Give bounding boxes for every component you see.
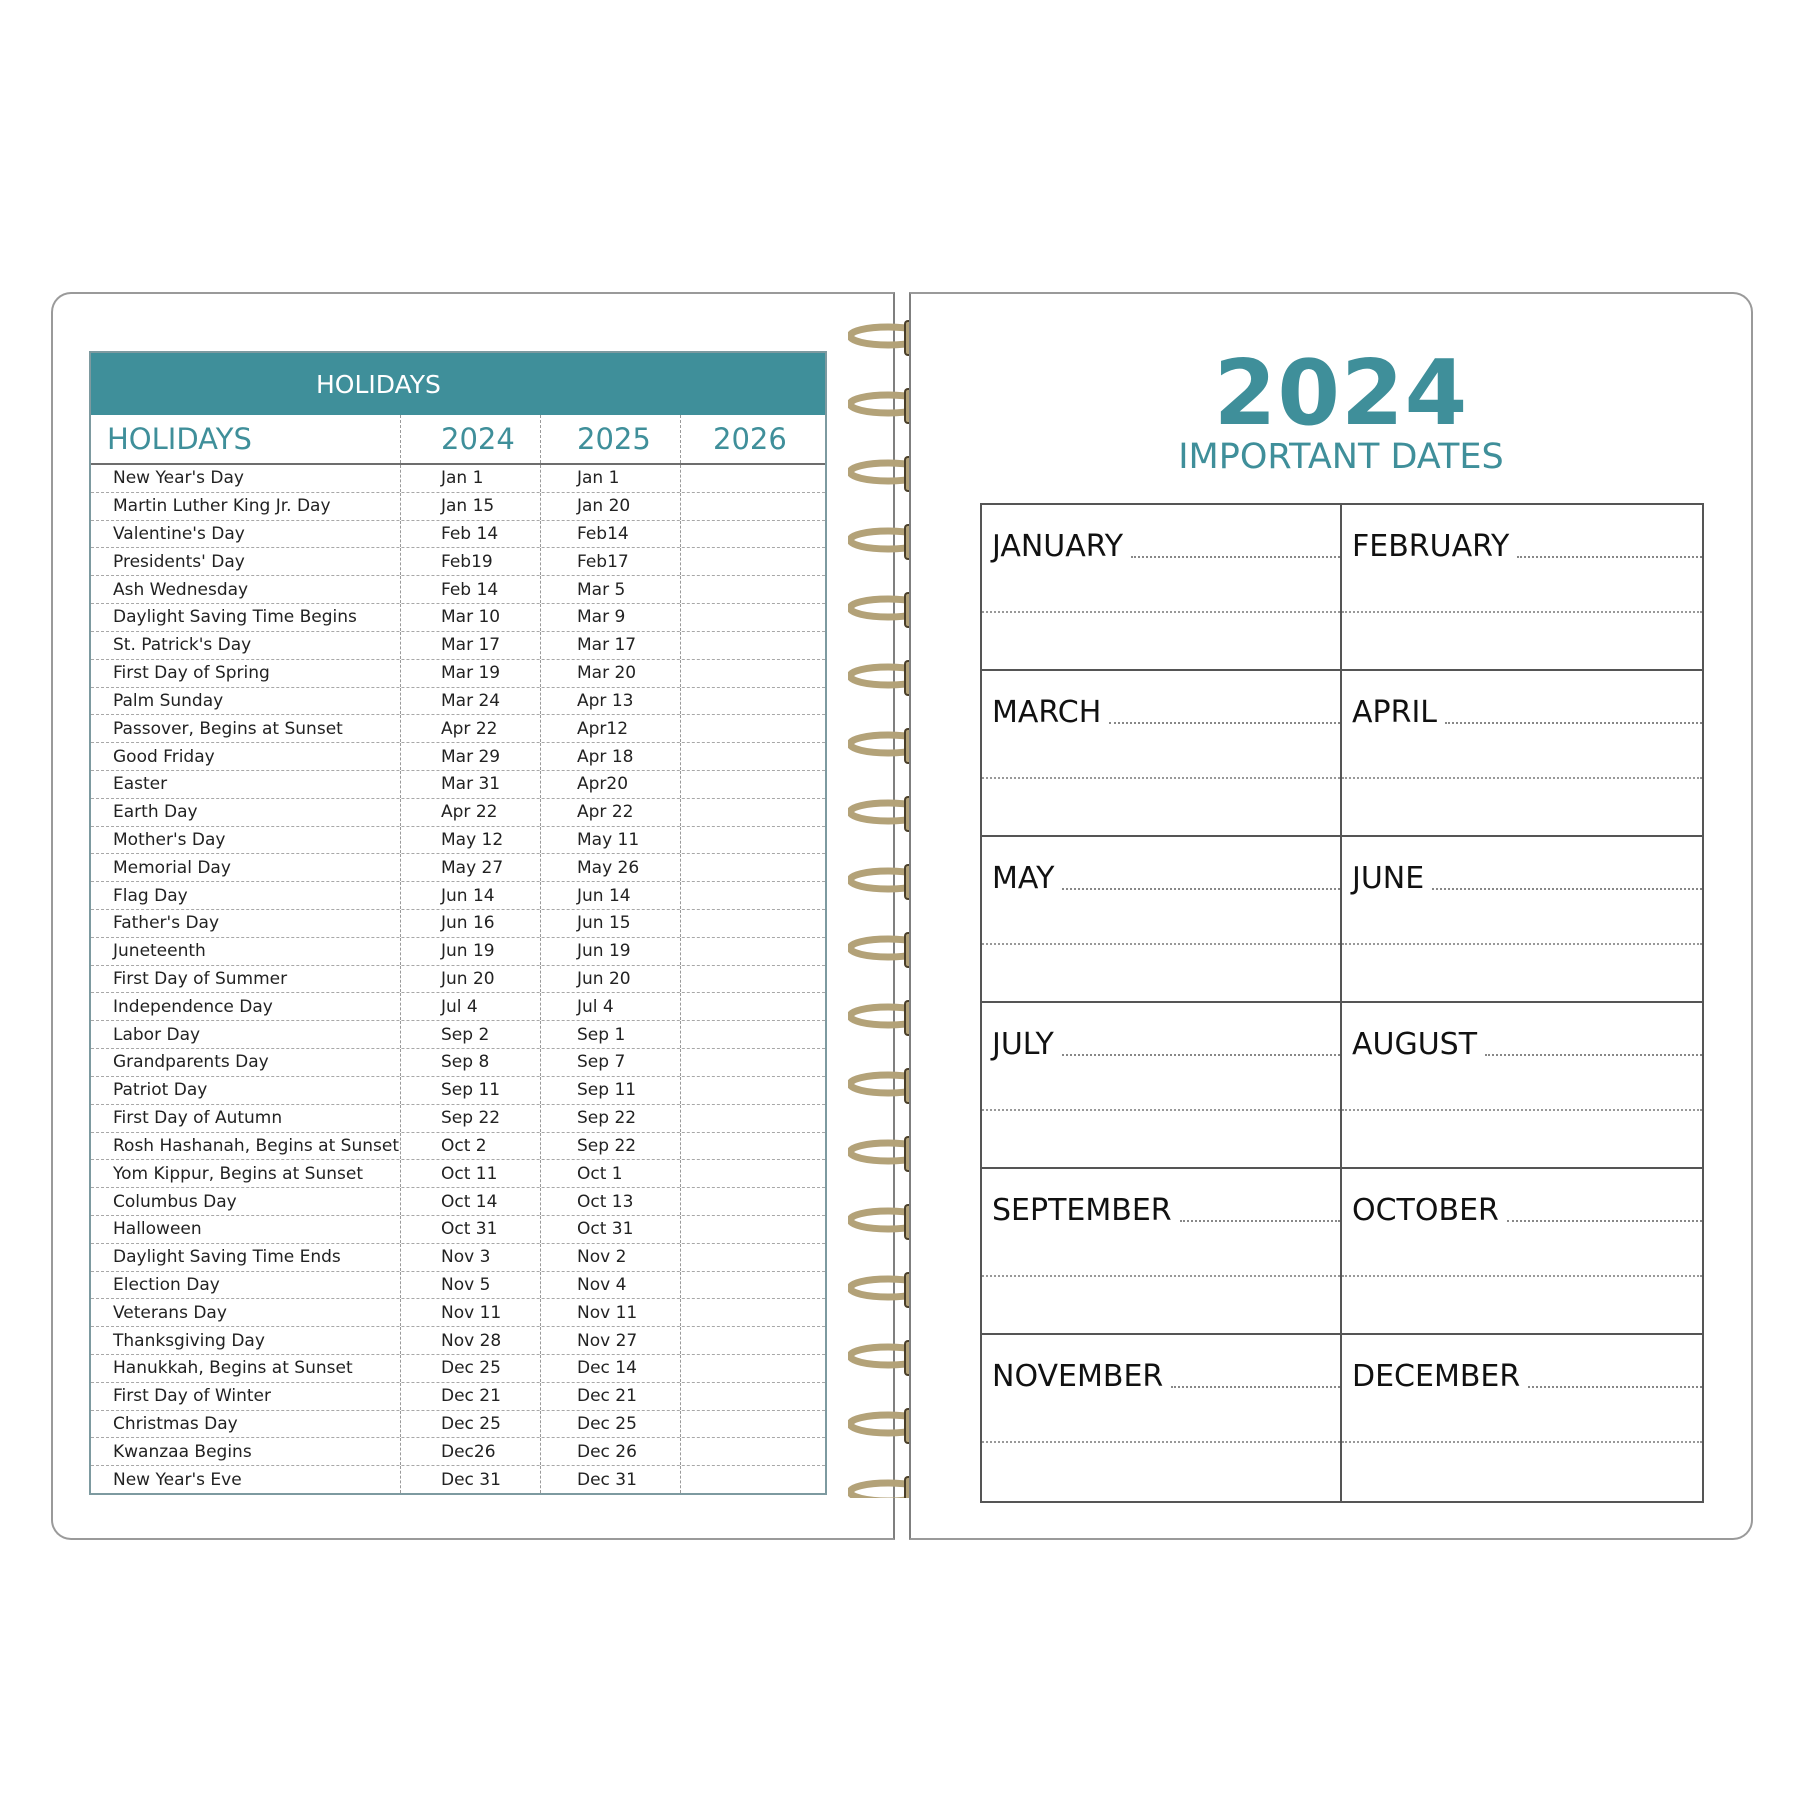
date-2026: [680, 854, 825, 881]
holiday-name: Daylight Saving Time Begins: [113, 607, 357, 628]
date-2024: Sep 8: [400, 1049, 540, 1076]
date-2026: [680, 1105, 825, 1132]
holiday-name: Columbus Day: [113, 1191, 237, 1212]
date-2025: Oct 13: [540, 1188, 680, 1215]
holiday-name: Kwanzaa Begins: [113, 1441, 252, 1462]
month-label: JULY: [992, 1027, 1054, 1062]
holiday-name: Mother's Day: [113, 829, 226, 850]
month-label: AUGUST: [1352, 1027, 1478, 1062]
date-2025: Jun 19: [540, 938, 680, 965]
date-2024: Oct 14: [400, 1188, 540, 1215]
month-label: MARCH: [992, 695, 1102, 730]
holiday-name: Good Friday: [113, 746, 215, 767]
month-cell[interactable]: [982, 1335, 1342, 1501]
date-2024: Oct 2: [400, 1133, 540, 1160]
month-cell[interactable]: [1342, 1169, 1702, 1335]
table-row: [91, 910, 825, 938]
table-row: [91, 1355, 825, 1383]
holiday-name: Yom Kippur, Begins at Sunset: [113, 1163, 363, 1184]
date-2025: Mar 17: [540, 632, 680, 659]
month-entry-line: [1352, 529, 1702, 564]
dotted-line: [982, 1109, 1340, 1111]
holiday-name: First Day of Winter: [113, 1386, 271, 1407]
holiday-name: Halloween: [113, 1219, 202, 1240]
table-row: [91, 743, 825, 771]
date-2026: [680, 1438, 825, 1465]
date-2026: [680, 910, 825, 937]
date-2024: Mar 19: [400, 660, 540, 687]
date-2024: Feb19: [400, 548, 540, 575]
date-2024: Sep 2: [400, 1021, 540, 1048]
date-2024: May 12: [400, 827, 540, 854]
month-entry-line: [992, 861, 1340, 896]
holiday-name: Christmas Day: [113, 1414, 238, 1435]
table-row: [91, 1272, 825, 1300]
holiday-name: Independence Day: [113, 996, 273, 1017]
header-2025: 2025: [540, 415, 680, 463]
date-2026: [680, 1411, 825, 1438]
date-2026: [680, 882, 825, 909]
date-2026: [680, 1077, 825, 1104]
dotted-line: [1109, 722, 1340, 724]
date-2025: Sep 7: [540, 1049, 680, 1076]
date-2025: Nov 4: [540, 1272, 680, 1299]
dotted-line: [1062, 1054, 1340, 1056]
month-label: SEPTEMBER: [992, 1193, 1172, 1228]
date-2024: Apr 22: [400, 715, 540, 742]
table-row: [91, 1133, 825, 1161]
dotted-line: [1507, 1220, 1702, 1222]
date-2026: [680, 771, 825, 798]
month-entry-line: [1352, 861, 1702, 896]
date-2025: Oct 31: [540, 1216, 680, 1243]
dotted-line: [1342, 777, 1702, 779]
dotted-line: [1342, 611, 1702, 613]
month-entry-line: [1352, 1027, 1702, 1062]
holiday-name: Veterans Day: [113, 1302, 227, 1323]
table-row: [91, 1021, 825, 1049]
date-2025: Sep 11: [540, 1077, 680, 1104]
holiday-name: Valentine's Day: [113, 524, 245, 545]
month-entry-line: [1352, 695, 1702, 730]
dotted-line: [1342, 943, 1702, 945]
date-2025: Apr12: [540, 715, 680, 742]
holiday-name: Thanksgiving Day: [113, 1330, 265, 1351]
date-2024: Nov 11: [400, 1299, 540, 1326]
dotted-line: [1432, 888, 1702, 890]
date-2026: [680, 1327, 825, 1354]
important-dates-title: IMPORTANT DATES: [1178, 437, 1504, 477]
date-2026: [680, 1021, 825, 1048]
date-2024: Nov 3: [400, 1244, 540, 1271]
holidays-banner: HOLIDAYS: [91, 353, 825, 415]
dotted-line: [1342, 1109, 1702, 1111]
dotted-line: [1517, 556, 1702, 558]
month-cell[interactable]: [982, 1003, 1342, 1169]
holiday-name: Hanukkah, Begins at Sunset: [113, 1358, 353, 1379]
date-2025: Sep 22: [540, 1105, 680, 1132]
date-2026: [680, 1244, 825, 1271]
holiday-name: Presidents' Day: [113, 551, 245, 572]
holiday-name: Easter: [113, 774, 168, 795]
date-2026: [680, 1049, 825, 1076]
dotted-line: [982, 943, 1340, 945]
date-2026: [680, 1299, 825, 1326]
table-row: [91, 882, 825, 910]
month-cell[interactable]: [982, 837, 1342, 1003]
date-2026: [680, 1355, 825, 1382]
holidays-table: [89, 351, 827, 1495]
month-cell[interactable]: [1342, 505, 1702, 671]
date-2025: Jan 1: [540, 465, 680, 492]
date-2024: Jun 19: [400, 938, 540, 965]
date-2025: Mar 5: [540, 576, 680, 603]
date-2026: [680, 799, 825, 826]
holiday-name: Election Day: [113, 1274, 220, 1295]
date-2024: Dec 21: [400, 1383, 540, 1410]
date-2026: [680, 993, 825, 1020]
holiday-name: Grandparents Day: [113, 1052, 269, 1073]
holiday-name: Palm Sunday: [113, 690, 224, 711]
table-row: [91, 938, 825, 966]
date-2026: [680, 576, 825, 603]
holiday-name: Rosh Hashanah, Begins at Sunset: [113, 1135, 399, 1156]
date-2026: [680, 521, 825, 548]
month-cell[interactable]: [982, 505, 1342, 671]
date-2026: [680, 548, 825, 575]
date-2024: Mar 29: [400, 743, 540, 770]
table-row: [91, 799, 825, 827]
table-row: [91, 660, 825, 688]
date-2025: Jul 4: [540, 993, 680, 1020]
date-2026: [680, 1188, 825, 1215]
month-cell[interactable]: [1342, 1003, 1702, 1169]
table-row: [91, 771, 825, 799]
date-2025: Jun 15: [540, 910, 680, 937]
month-label: MAY: [992, 861, 1055, 896]
month-grid: [980, 503, 1704, 1503]
table-row: [91, 715, 825, 743]
date-2025: Nov 27: [540, 1327, 680, 1354]
date-2026: [680, 1160, 825, 1187]
date-2024: Dec26: [400, 1438, 540, 1465]
table-row: [91, 1438, 825, 1466]
table-row: [91, 1105, 825, 1133]
table-row: [91, 493, 825, 521]
holiday-name: Memorial Day: [113, 857, 231, 878]
year-title: 2024: [1213, 341, 1469, 446]
dotted-line: [1528, 1386, 1702, 1388]
date-2024: Nov 5: [400, 1272, 540, 1299]
date-2025: Oct 1: [540, 1160, 680, 1187]
date-2025: Sep 22: [540, 1133, 680, 1160]
dotted-line: [1180, 1220, 1340, 1222]
month-cell[interactable]: [982, 671, 1342, 837]
dotted-line: [982, 777, 1340, 779]
table-row: [91, 1077, 825, 1105]
holiday-name: Martin Luther King Jr. Day: [113, 496, 331, 517]
date-2026: [680, 938, 825, 965]
table-row: [91, 576, 825, 604]
month-label: FEBRUARY: [1352, 529, 1510, 564]
holidays-body: [91, 465, 825, 1493]
table-row: [91, 548, 825, 576]
table-row: [91, 1327, 825, 1355]
table-row: [91, 1049, 825, 1077]
date-2026: [680, 604, 825, 631]
holiday-name: Passover, Begins at Sunset: [113, 718, 343, 739]
right-page: [909, 292, 1753, 1540]
holiday-name: Earth Day: [113, 802, 198, 823]
dotted-line: [982, 1441, 1340, 1443]
date-2025: Jun 14: [540, 882, 680, 909]
month-cell[interactable]: [982, 1169, 1342, 1335]
dotted-line: [982, 1275, 1340, 1277]
month-entry-line: [992, 1193, 1340, 1228]
holiday-name: First Day of Autumn: [113, 1108, 283, 1129]
header-2026: 2026: [680, 415, 825, 463]
table-row: [91, 1244, 825, 1272]
dotted-line: [1342, 1441, 1702, 1443]
date-2025: Sep 1: [540, 1021, 680, 1048]
date-2024: Feb 14: [400, 576, 540, 603]
holiday-name: Flag Day: [113, 885, 188, 906]
date-2024: Apr 22: [400, 799, 540, 826]
date-2026: [680, 966, 825, 993]
holiday-name: St. Patrick's Day: [113, 635, 252, 656]
month-entry-line: [1352, 1359, 1702, 1394]
date-2026: [680, 715, 825, 742]
date-2024: Dec 25: [400, 1411, 540, 1438]
date-2025: Dec 21: [540, 1383, 680, 1410]
table-row: [91, 966, 825, 994]
table-row: [91, 1299, 825, 1327]
holiday-name: First Day of Spring: [113, 663, 270, 684]
holiday-name: Daylight Saving Time Ends: [113, 1247, 341, 1268]
holiday-name: Ash Wednesday: [113, 579, 249, 600]
month-label: DECEMBER: [1352, 1359, 1521, 1394]
date-2024: Oct 31: [400, 1216, 540, 1243]
date-2026: [680, 743, 825, 770]
date-2025: Mar 9: [540, 604, 680, 631]
date-2024: Jul 4: [400, 993, 540, 1020]
date-2025: May 26: [540, 854, 680, 881]
date-2024: Jun 16: [400, 910, 540, 937]
date-2026: [680, 1383, 825, 1410]
table-row: [91, 521, 825, 549]
date-2024: Sep 22: [400, 1105, 540, 1132]
date-2026: [680, 632, 825, 659]
date-2025: Apr 22: [540, 799, 680, 826]
date-2026: [680, 465, 825, 492]
holiday-name: Labor Day: [113, 1024, 201, 1045]
dotted-line: [1171, 1386, 1340, 1388]
month-label: JANUARY: [992, 529, 1124, 564]
month-entry-line: [992, 1359, 1340, 1394]
holiday-name: Father's Day: [113, 913, 220, 934]
date-2024: Jun 20: [400, 966, 540, 993]
month-cell[interactable]: [1342, 1335, 1702, 1501]
date-2025: Jun 20: [540, 966, 680, 993]
date-2024: Nov 28: [400, 1327, 540, 1354]
table-row: [91, 827, 825, 855]
dotted-line: [1062, 888, 1340, 890]
date-2025: Mar 20: [540, 660, 680, 687]
date-2025: Nov 11: [540, 1299, 680, 1326]
month-cell[interactable]: [1342, 837, 1702, 1003]
dotted-line: [1131, 556, 1340, 558]
date-2025: Feb17: [540, 548, 680, 575]
header-holidays: HOLIDAYS: [107, 422, 252, 456]
date-2026: [680, 1272, 825, 1299]
dotted-line: [1445, 722, 1702, 724]
table-row: [91, 1188, 825, 1216]
table-row: [91, 1160, 825, 1188]
date-2025: May 11: [540, 827, 680, 854]
holiday-name: Juneteenth: [113, 941, 206, 962]
table-row: [91, 632, 825, 660]
date-2026: [680, 1133, 825, 1160]
date-2024: Feb 14: [400, 521, 540, 548]
table-row: [91, 604, 825, 632]
month-entry-line: [992, 529, 1340, 564]
month-label: APRIL: [1352, 695, 1438, 730]
date-2025: Apr 13: [540, 688, 680, 715]
month-entry-line: [992, 1027, 1340, 1062]
date-2025: Dec 26: [540, 1438, 680, 1465]
date-2024: Mar 10: [400, 604, 540, 631]
left-page: [51, 292, 895, 1540]
date-2026: [680, 660, 825, 687]
holiday-name: First Day of Summer: [113, 969, 288, 990]
month-entry-line: [992, 695, 1340, 730]
date-2024: May 27: [400, 854, 540, 881]
date-2026: [680, 1216, 825, 1243]
dotted-line: [1485, 1054, 1702, 1056]
date-2024: Jan 1: [400, 465, 540, 492]
month-entry-line: [1352, 1193, 1702, 1228]
date-2024: Mar 31: [400, 771, 540, 798]
date-2025: Dec 14: [540, 1355, 680, 1382]
date-2025: Apr 18: [540, 743, 680, 770]
table-row: [91, 854, 825, 882]
date-2024: Dec 31: [400, 1466, 540, 1493]
date-2025: Apr20: [540, 771, 680, 798]
date-2024: Mar 17: [400, 632, 540, 659]
date-2024: Dec 25: [400, 1355, 540, 1382]
table-row: [91, 1411, 825, 1439]
date-2024: Jan 15: [400, 493, 540, 520]
date-2025: Dec 25: [540, 1411, 680, 1438]
date-2026: [680, 493, 825, 520]
date-2026: [680, 688, 825, 715]
table-row: [91, 1466, 825, 1493]
date-2026: [680, 827, 825, 854]
date-2025: Feb14: [540, 521, 680, 548]
date-2025: Dec 31: [540, 1466, 680, 1493]
dotted-line: [1342, 1275, 1702, 1277]
month-label: NOVEMBER: [992, 1359, 1164, 1394]
date-2024: Mar 24: [400, 688, 540, 715]
month-label: JUNE: [1352, 861, 1425, 896]
date-2025: Nov 2: [540, 1244, 680, 1271]
holiday-name: New Year's Eve: [113, 1469, 242, 1490]
table-row: [91, 688, 825, 716]
dotted-line: [982, 611, 1340, 613]
header-2024: 2024: [400, 415, 540, 463]
holiday-name: Patriot Day: [113, 1080, 208, 1101]
table-row: [91, 465, 825, 493]
table-row: [91, 993, 825, 1021]
date-2024: Oct 11: [400, 1160, 540, 1187]
holidays-header-row: [91, 415, 825, 465]
table-row: [91, 1383, 825, 1411]
month-cell[interactable]: [1342, 671, 1702, 837]
table-row: [91, 1216, 825, 1244]
date-2025: Jan 20: [540, 493, 680, 520]
date-2024: Sep 11: [400, 1077, 540, 1104]
date-2024: Jun 14: [400, 882, 540, 909]
month-label: OCTOBER: [1352, 1193, 1499, 1228]
holiday-name: New Year's Day: [113, 468, 244, 489]
date-2026: [680, 1466, 825, 1493]
